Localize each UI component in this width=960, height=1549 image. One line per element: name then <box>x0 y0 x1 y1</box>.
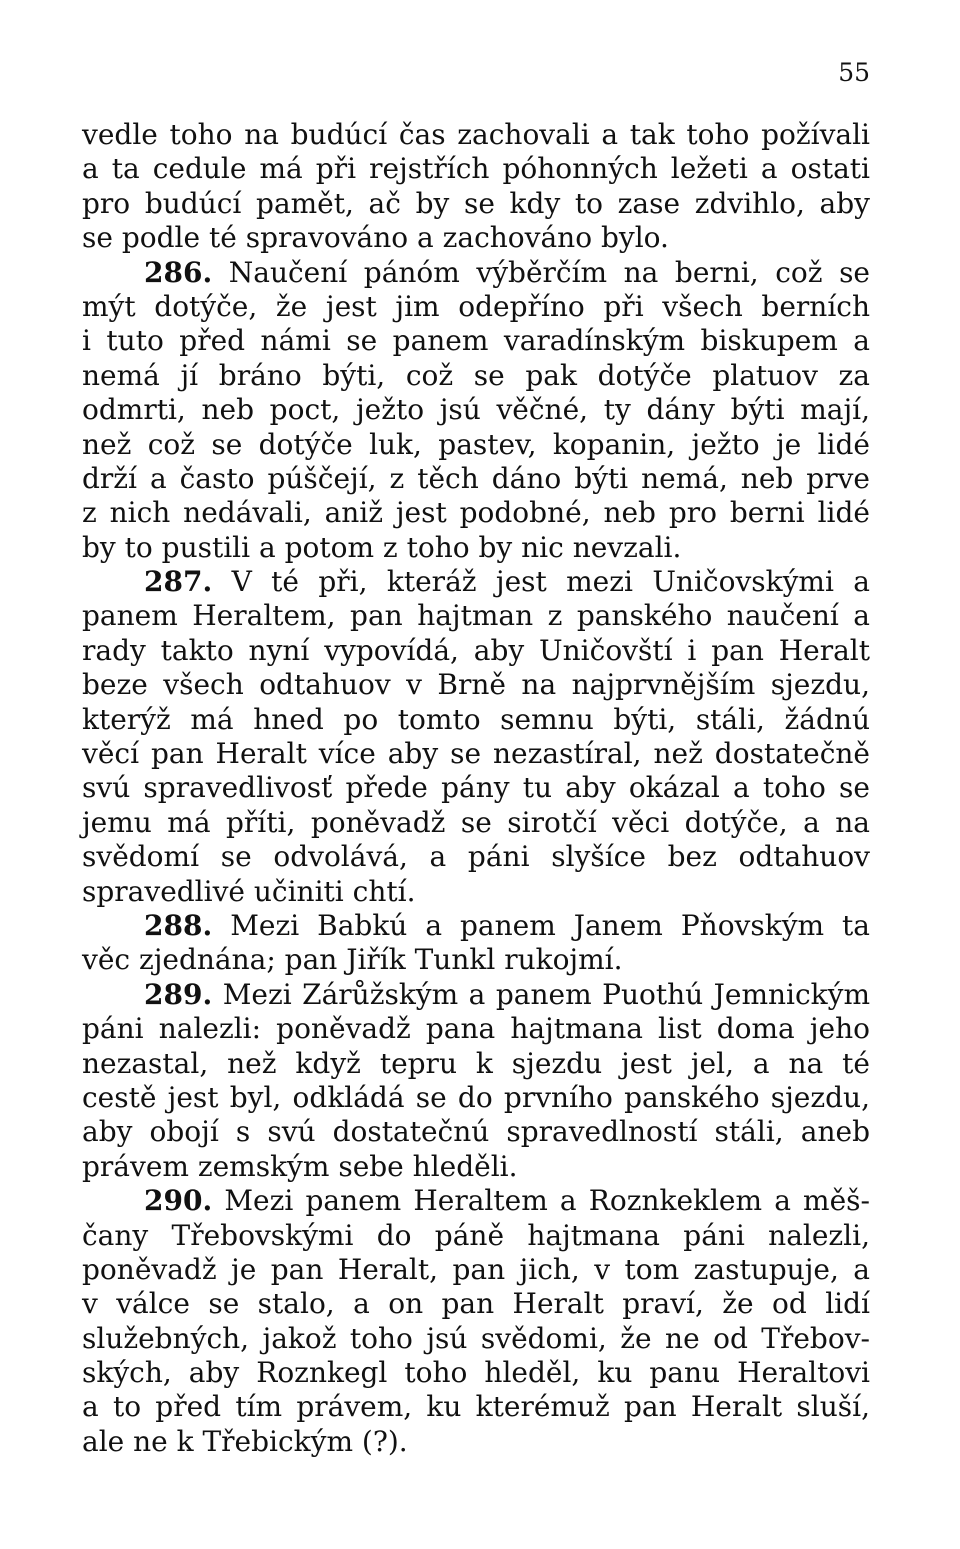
text-line <box>82 909 870 943</box>
text-line: beze všech odtahuov v Brně na najprvnějším sjezdu, <box>82 668 870 702</box>
text-line: vedle toho na budúcí čas zachovali a tak toho požívali <box>82 118 870 151</box>
text-line: ských, aby Roznkegl toho hleděl, ku panu Heraltovi <box>82 1356 870 1390</box>
text-line: svědomí se odvolává, a páni slyšíce bez odtahuov <box>82 840 870 874</box>
section-number: 289. <box>144 977 213 1011</box>
text-line <box>82 256 870 290</box>
text-line: ale ne k Třebickým (?). <box>82 1424 408 1458</box>
text-line <box>82 978 870 1012</box>
line-text: Mezi panem Heraltem a Roznkeklem a měš- <box>224 1184 870 1218</box>
text-line: a ta cedule má při rejstřích póhonných ležeti a ostati <box>82 152 870 186</box>
paragraph-286 <box>82 256 870 566</box>
page-number: 55 <box>838 58 870 87</box>
line-text: Mezi Zárůžským a panem Puothú Jemnickým <box>222 977 870 1011</box>
text-body <box>82 118 870 1459</box>
text-line: i tuto před námi se panem varadínským biskupem a <box>82 324 870 358</box>
text-line: kterýž má hned po tomto semnu býti, stáli, žádnú <box>82 702 870 736</box>
text-line: čany Třebovskými do páně hajtmana páni nalezli, <box>82 1218 870 1252</box>
line-text: Mezi Babkú a panem Janem Pňovským ta <box>230 908 871 942</box>
text-line: by to pustili a potom z toho by nic nevzali. <box>82 530 682 564</box>
text-line: drží a často púščejí, z těch dáno býti nemá, neb prve <box>82 461 870 495</box>
line-text: Naučení pánóm výběrčím na berni, což se <box>228 255 871 289</box>
section-number: 286. <box>144 255 213 289</box>
text-line: než což se dotýče luk, pastev, kopanin, ježto je lidé <box>82 427 870 461</box>
text-line: z nich nedávali, aniž jest podobné, neb pro berni lidé <box>82 496 870 530</box>
text-line: svú spravedlivosť přede pány tu aby okázal a toho se <box>82 771 870 805</box>
text-line: páni nalezli: poněvadž pana hajtmana list doma jeho <box>82 1012 870 1046</box>
text-line: rady takto nyní vypovídá, aby Uničovští i pan Heralt <box>82 633 870 667</box>
text-line: pro budúcí pamět, ač by se kdy to zase zdvihlo, aby <box>82 186 870 220</box>
paragraph-289 <box>82 978 870 1184</box>
text-line: právem zemským sebe hleděli. <box>82 1149 518 1183</box>
text-line <box>82 565 870 599</box>
text-line: mýt dotýče, že jest jim odepříno při všech berních <box>82 289 870 323</box>
text-line: věc zjednána; pan Jiřík Tunkl rukojmí. <box>82 943 623 977</box>
text-line: nezastal, než když tepru k sjezdu jest jel, a na té <box>82 1046 870 1080</box>
section-number: 287. <box>144 565 213 599</box>
paragraph-288 <box>82 909 870 978</box>
text-line: a to před tím právem, ku kterémuž pan Heralt sluší, <box>82 1390 870 1424</box>
text-line: služebných, jakož toho jsú svědomi, že ne od Třebov- <box>82 1321 870 1355</box>
text-line: nemá jí bráno býti, což se pak dotýče platuov za <box>82 358 870 392</box>
text-line: odmrti, neb poct, ježto jsú věčné, ty dány býti mají, <box>82 393 870 427</box>
text-line <box>82 1184 870 1218</box>
text-line: spravedlivé učiniti chtí. <box>82 874 416 908</box>
section-number: 288. <box>144 908 213 942</box>
text-line: panem Heraltem, pan hajtman z panského naučení a <box>82 599 870 633</box>
text-line: jemu má příti, poněvadž se sirotčí věci dotýče, a na <box>82 805 870 839</box>
section-number: 290. <box>144 1184 213 1218</box>
text-line: věcí pan Heralt více aby se nezastíral, než dostatečně <box>82 737 870 771</box>
text-line: poněvadž je pan Heralt, pan jich, v tom zastupuje, a <box>82 1252 870 1286</box>
text-line: v válce se stalo, a on pan Heralt praví, že od lidí <box>82 1287 870 1321</box>
paragraph-287 <box>82 565 870 909</box>
line-text: V té při, kteráž jest mezi Uničovskými a <box>231 565 870 599</box>
paragraph-290 <box>82 1184 870 1459</box>
text-line: aby obojí s svú dostatečnú spravedlností stáli, aneb <box>82 1115 870 1149</box>
text-line: cestě jest byl, odkládá se do prvního panského sjezdu, <box>82 1080 870 1114</box>
paragraph-continuation <box>82 118 870 256</box>
text-line: se podle té spravováno a zachováno bylo. <box>82 221 669 255</box>
